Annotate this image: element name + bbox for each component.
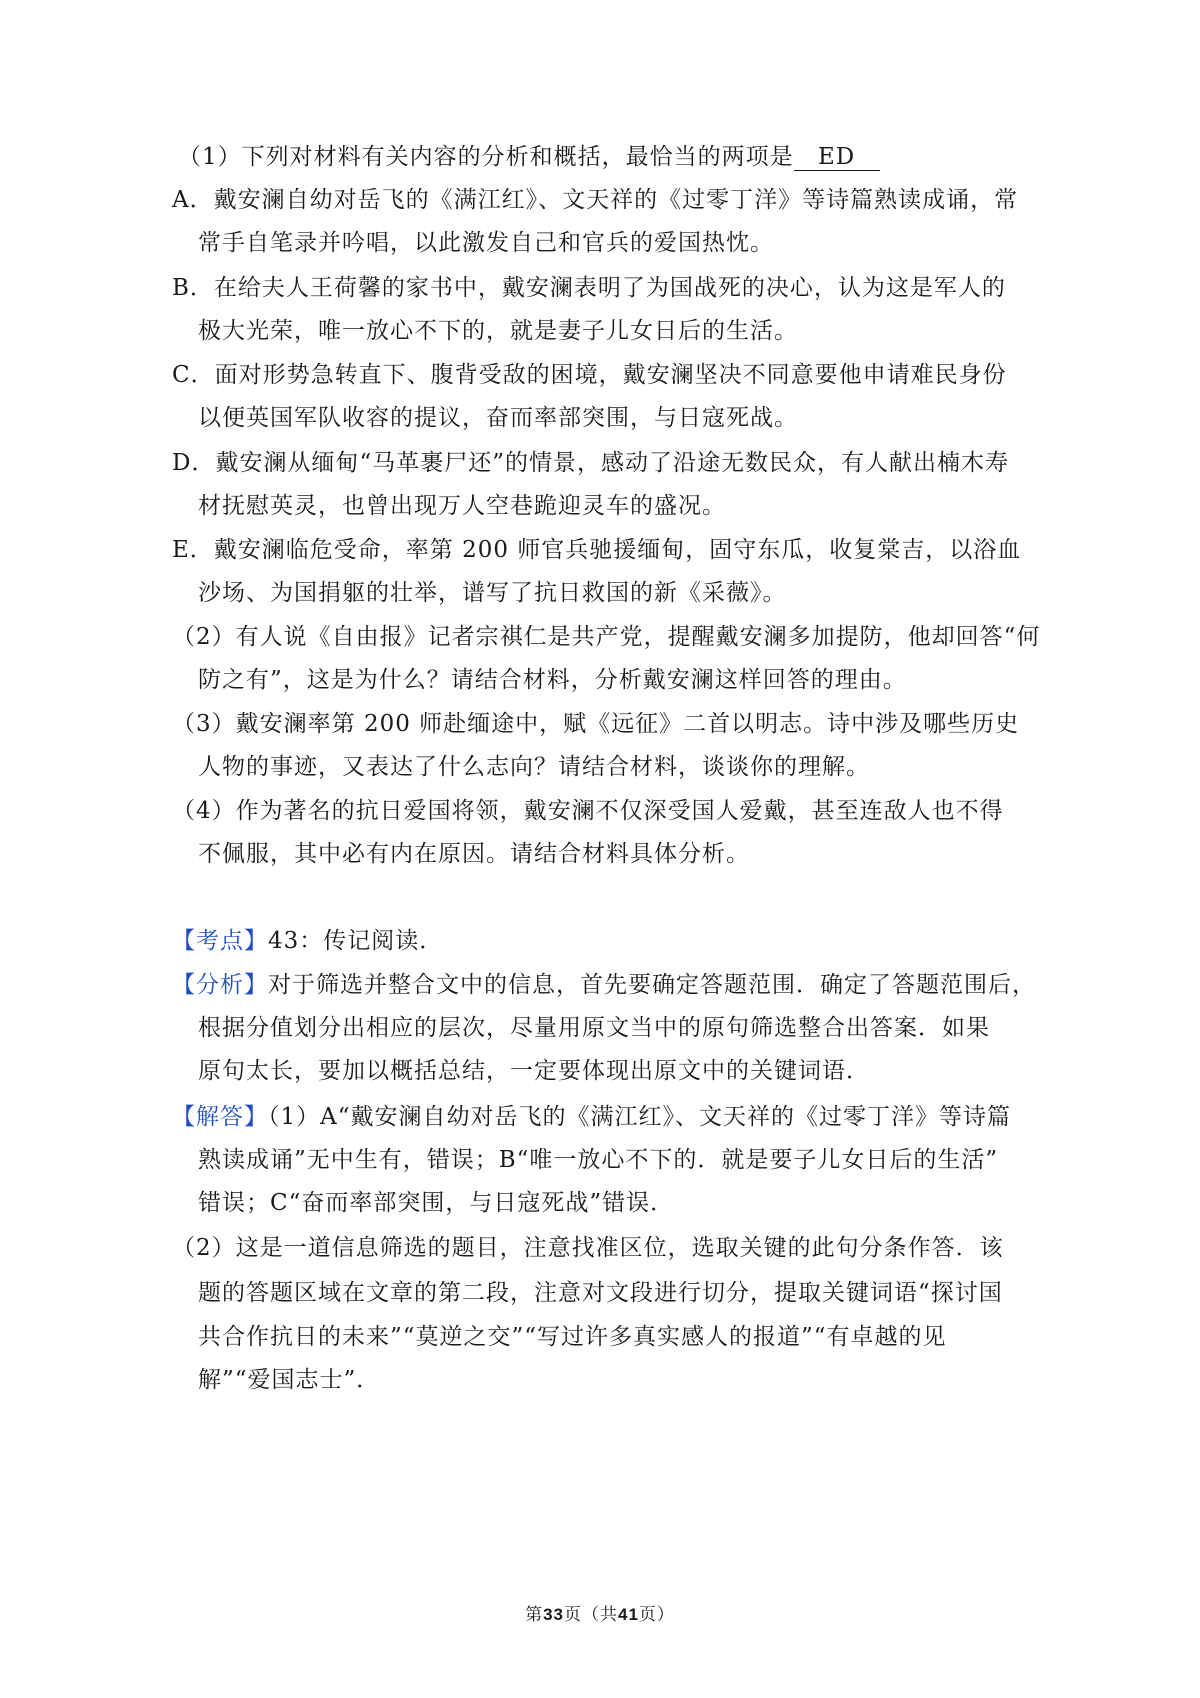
question-3-line1: （3）戴安澜率第 200 师赴缅途中，赋《远征》二首以明志。诗中涉及哪些历史 bbox=[172, 711, 1020, 737]
jieda-section bbox=[172, 1101, 1011, 1133]
question-4-line2: 不佩服，其中必有内在原因。请结合材料具体分析。 bbox=[198, 841, 750, 867]
question-2-line1: （2）有人说《自由报》记者宗祺仁是共产党，提醒戴安澜多加提防，他却回答“何 bbox=[172, 624, 1041, 650]
footer-suffix: 页） bbox=[638, 1605, 675, 1625]
option-a-line1: A．戴安澜自幼对岳飞的《满江红》、文天祥的《过零丁洋》等诗篇熟读成诵，常 bbox=[172, 187, 1019, 213]
option-b-line1: B．在给夫人王荷馨的家书中，戴安澜表明了为国战死的决心，认为这是军人的 bbox=[172, 275, 1006, 301]
fenxi-line1: 对于筛选并整合文中的信息，首先要确定答题范围．确定了答题范围后， bbox=[268, 972, 1036, 998]
option-e-line1: E．戴安澜临危受命，率第 200 师官兵驰援缅甸，固守东瓜，收复棠吉，以浴血 bbox=[172, 537, 1022, 563]
jieda2-line1: （2）这是一道信息筛选的题目，注意找准区位，选取关键的此句分条作答．该 bbox=[172, 1235, 1004, 1261]
fenxi-line2: 根据分值划分出相应的层次，尽量用原文当中的原句筛选整合出答案．如果 bbox=[198, 1015, 990, 1041]
option-c-line1: C．面对形势急转直下、腹背受敌的困境，戴安澜坚决不同意要他申请难民身份 bbox=[172, 362, 1007, 388]
question-3-line2: 人物的事迹，又表达了什么志向？请结合材料，谈谈你的理解。 bbox=[198, 754, 870, 780]
footer-total-pages: 41 bbox=[618, 1605, 639, 1624]
question-4-line1: （4）作为著名的抗日爱国将领，戴安澜不仅深受国人爱戴，甚至连敌人也不得 bbox=[172, 798, 1004, 824]
jieda-line2: 熟读成诵”无中生有，错误；B“唯一放心不下的．就是要子儿女日后的生活” bbox=[198, 1147, 999, 1173]
jieda-line3: 错误；C“奋而率部突围，与日寇死战”错误． bbox=[198, 1190, 675, 1216]
jieda2-line4: 解”“爱国志士”． bbox=[198, 1367, 381, 1393]
kaodian-tag: 【考点】 bbox=[172, 928, 268, 954]
question-2-line2: 防之有”，这是为什么？请结合材料，分析戴安澜这样回答的理由。 bbox=[198, 667, 907, 693]
jieda2-line3: 共合作抗日的未来”“莫逆之交”“写过许多真实感人的报道”“有卓越的见 bbox=[198, 1324, 947, 1350]
option-d-line1: D．戴安澜从缅甸“马革裹尸还”的情景，感动了沿途无数民众，有人献出楠木寿 bbox=[172, 450, 1009, 476]
fenxi-line3: 原句太长，要加以概括总结，一定要体现出原文中的关键词语． bbox=[198, 1058, 870, 1084]
option-b-line2: 极大光荣，唯一放心不下的，就是妻子儿女日后的生活。 bbox=[198, 318, 798, 344]
jieda-tag: 【解答】 bbox=[172, 1104, 268, 1130]
page-footer bbox=[0, 1604, 1200, 1626]
question-1-stem bbox=[178, 141, 880, 173]
jieda-line1: （1）A“戴安澜自幼对岳飞的《满江红》、文天祥的《过零丁洋》等诗篇 bbox=[268, 1104, 1012, 1130]
question-1-stem-text: （1）下列对材料有关内容的分析和概括，最恰当的两项是 bbox=[178, 144, 794, 170]
option-d-line2: 材抚慰英灵，也曾出现万人空巷跪迎灵车的盛况。 bbox=[198, 493, 726, 519]
option-a-line2: 常手自笔录并吟唱，以此激发自己和官兵的爱国热忱。 bbox=[198, 230, 774, 256]
jieda2-line2: 题的答题区域在文章的第二段，注意对文段进行切分，提取关键词语“探讨国 bbox=[198, 1280, 1003, 1306]
footer-prefix: 第 bbox=[525, 1605, 544, 1625]
footer-page-number: 33 bbox=[543, 1605, 564, 1624]
footer-middle: 页（共 bbox=[564, 1605, 618, 1625]
fenxi-section bbox=[172, 969, 1036, 1001]
question-1-answer: ED bbox=[794, 144, 880, 171]
option-e-line2: 沙场、为国捐躯的壮举，谱写了抗日救国的新《采薇》。 bbox=[198, 580, 787, 606]
option-c-line2: 以便英国军队收容的提议，奋而率部突围，与日寇死战。 bbox=[198, 405, 798, 431]
kaodian-section bbox=[172, 925, 443, 957]
fenxi-tag: 【分析】 bbox=[172, 972, 268, 998]
kaodian-text: 43：传记阅读． bbox=[268, 928, 444, 954]
